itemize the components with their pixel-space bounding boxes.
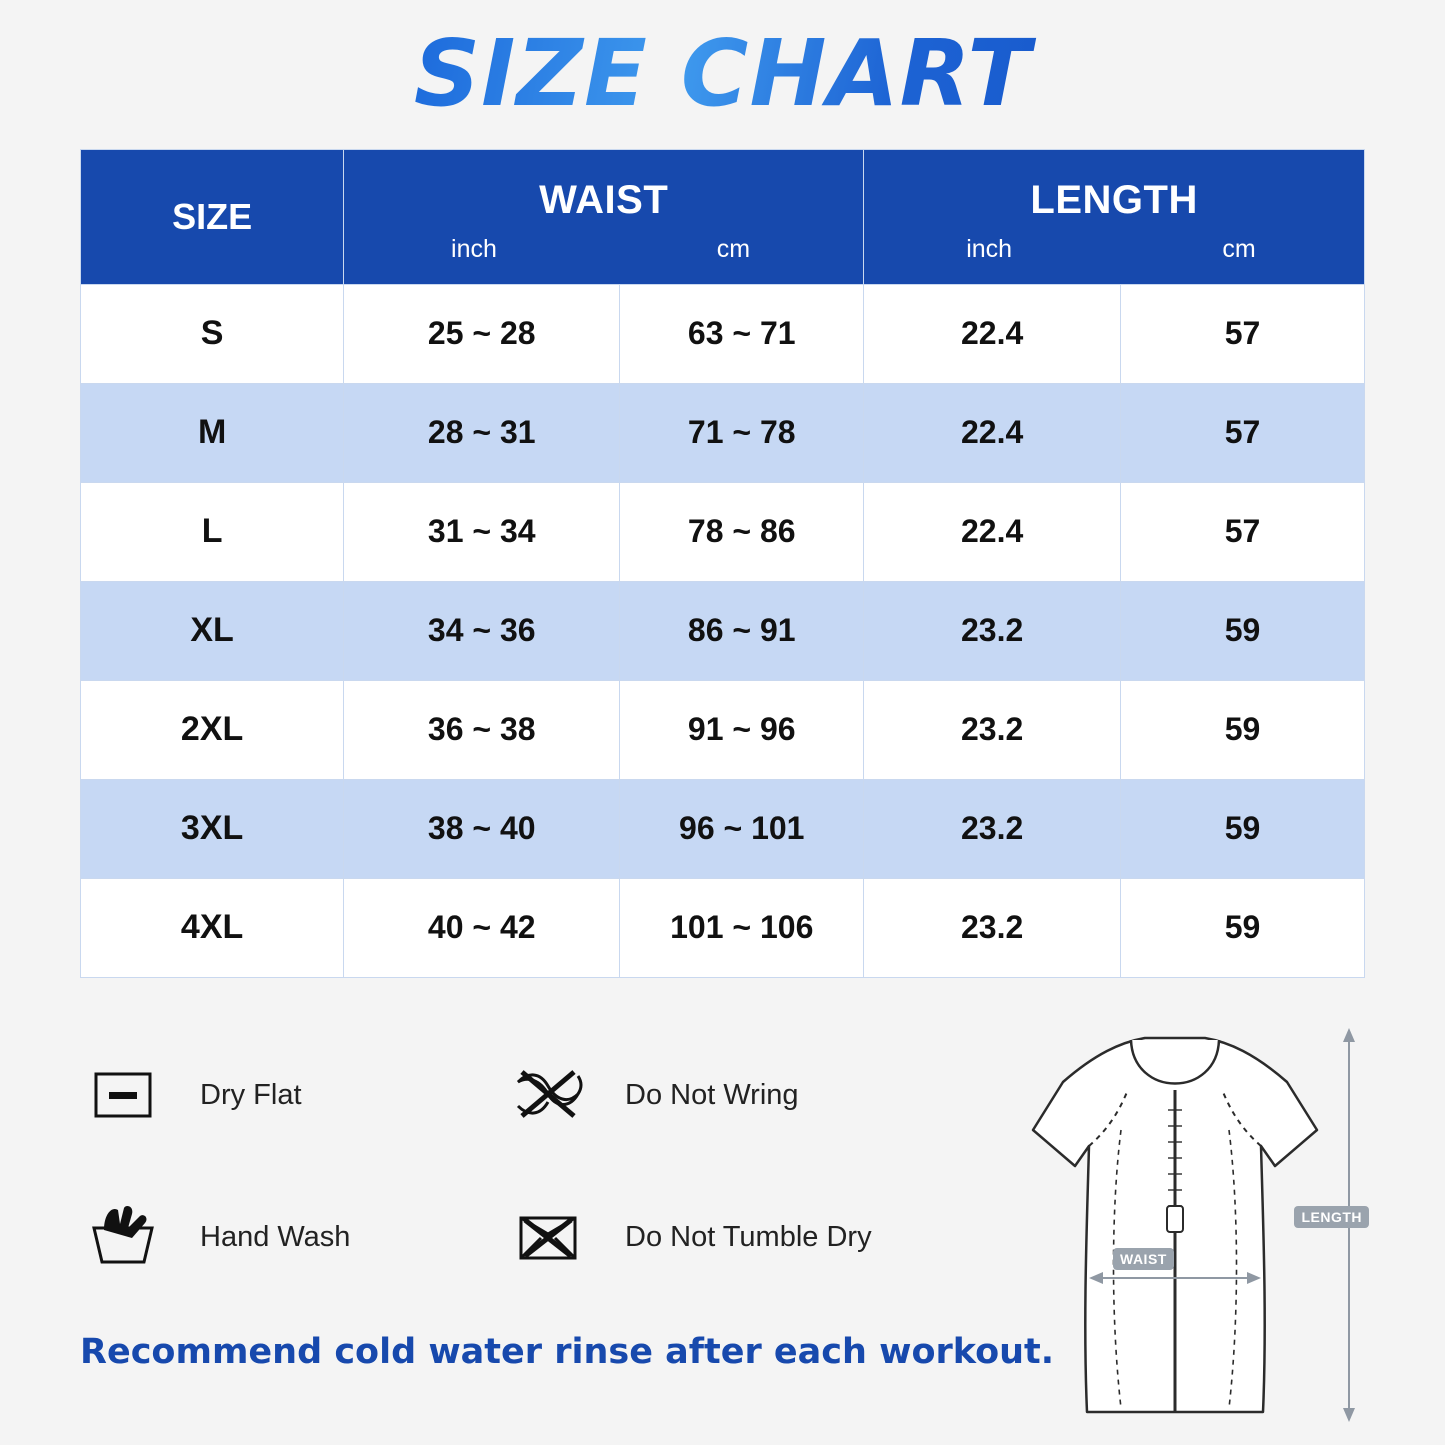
header-length-title: LENGTH (1030, 177, 1198, 222)
length-measure-tag: LENGTH (1294, 1206, 1369, 1228)
cell-waist-cm: 86 ~ 91 (620, 581, 864, 680)
care-label-do-not-tumble-dry: Do Not Tumble Dry (625, 1220, 872, 1253)
cell-size: M (81, 383, 344, 482)
table-header-row (81, 149, 1365, 284)
garment-illustration (945, 1020, 1375, 1430)
header-length-unit-cm: cm (1222, 234, 1256, 263)
header-waist-group (344, 149, 864, 284)
cell-size: 4XL (81, 878, 344, 977)
table-body (81, 284, 1365, 977)
cell-length-cm: 59 (1121, 680, 1365, 779)
cell-length-inch: 23.2 (864, 878, 1121, 977)
header-size: SIZE (81, 149, 344, 284)
table-head (81, 149, 1365, 284)
cell-size: 2XL (81, 680, 344, 779)
cell-length-inch: 22.4 (864, 284, 1121, 383)
care-note: Recommend cold water rinse after each workout. (80, 1332, 1055, 1372)
cell-waist-cm: 96 ~ 101 (620, 779, 864, 878)
header-length-units (864, 223, 1364, 264)
cell-waist-inch: 31 ~ 34 (344, 482, 620, 581)
header-waist-unit-cm: cm (716, 234, 751, 263)
cell-length-inch: 22.4 (864, 482, 1121, 581)
cell-size: S (81, 284, 344, 383)
table-row (81, 284, 1365, 383)
care-label-dry-flat: Dry Flat (200, 1078, 302, 1111)
cell-waist-inch: 38 ~ 40 (344, 779, 620, 878)
table-row (81, 779, 1365, 878)
cell-waist-cm: 63 ~ 71 (620, 284, 864, 383)
waist-measure-tag: WAIST (1113, 1248, 1174, 1270)
cell-waist-cm: 91 ~ 96 (620, 680, 864, 779)
header-length-unit-inch: inch (966, 234, 1013, 263)
cell-length-cm: 59 (1121, 878, 1365, 977)
cell-waist-inch: 36 ~ 38 (344, 680, 620, 779)
cell-length-cm: 57 (1121, 482, 1365, 581)
size-table-container (80, 149, 1365, 978)
cell-size: L (81, 482, 344, 581)
page-title: SIZE CHART (0, 0, 1445, 123)
cell-waist-inch: 34 ~ 36 (344, 581, 620, 680)
header-waist-units (344, 223, 863, 264)
cell-length-cm: 57 (1121, 383, 1365, 482)
cell-waist-cm: 78 ~ 86 (620, 482, 864, 581)
cell-size: XL (81, 581, 344, 680)
size-table (80, 149, 1365, 978)
care-item-do-not-tumble-dry (505, 1197, 930, 1277)
cell-length-cm: 59 (1121, 581, 1365, 680)
do-not-tumble-dry-icon (505, 1197, 591, 1277)
care-item-dry-flat (80, 1055, 505, 1135)
care-item-hand-wash (80, 1197, 505, 1277)
do-not-wring-icon (505, 1055, 591, 1135)
table-row (81, 680, 1365, 779)
care-item-do-not-wring (505, 1055, 930, 1135)
table-row (81, 581, 1365, 680)
cell-length-inch: 23.2 (864, 779, 1121, 878)
table-row (81, 878, 1365, 977)
cell-waist-inch: 40 ~ 42 (344, 878, 620, 977)
care-row-1 (80, 1055, 930, 1135)
header-length-group (864, 149, 1365, 284)
cell-length-inch: 23.2 (864, 581, 1121, 680)
care-label-hand-wash: Hand Wash (200, 1220, 351, 1253)
cell-waist-inch: 28 ~ 31 (344, 383, 620, 482)
cell-length-cm: 59 (1121, 779, 1365, 878)
cell-length-inch: 23.2 (864, 680, 1121, 779)
cell-waist-cm: 101 ~ 106 (620, 878, 864, 977)
header-waist-title: WAIST (539, 177, 669, 222)
table-row (81, 383, 1365, 482)
cell-length-inch: 22.4 (864, 383, 1121, 482)
care-row-2 (80, 1197, 930, 1277)
cell-waist-inch: 25 ~ 28 (344, 284, 620, 383)
dry-flat-icon (80, 1055, 166, 1135)
cell-size: 3XL (81, 779, 344, 878)
hand-wash-icon (80, 1197, 166, 1277)
table-row (81, 482, 1365, 581)
header-waist-unit-inch: inch (451, 234, 497, 263)
care-label-do-not-wring: Do Not Wring (625, 1078, 799, 1111)
cell-waist-cm: 71 ~ 78 (620, 383, 864, 482)
care-instructions (80, 1055, 930, 1339)
cell-length-cm: 57 (1121, 284, 1365, 383)
